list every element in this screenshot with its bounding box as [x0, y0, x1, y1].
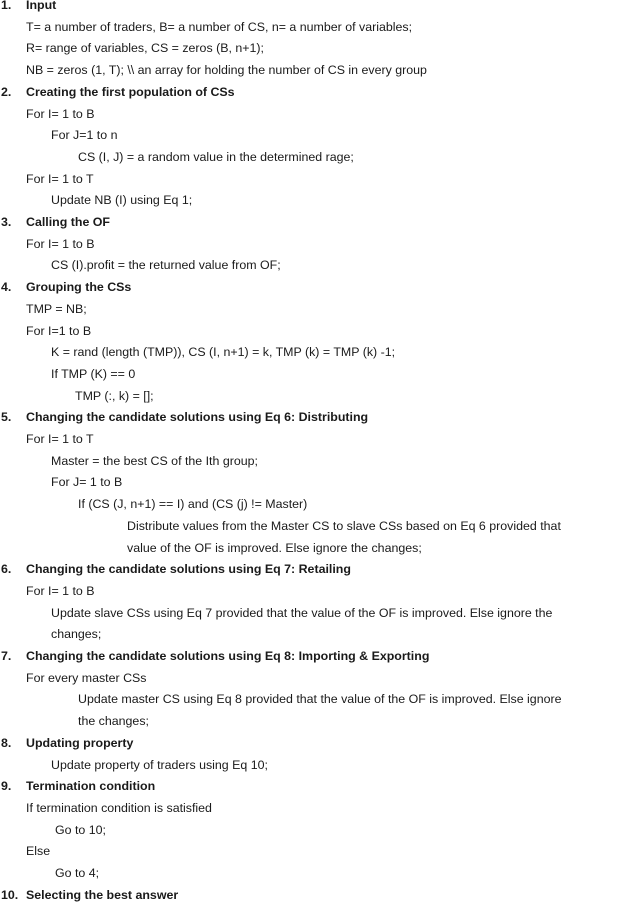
code-line: For I= 1 to B [26, 236, 95, 251]
code-line: TMP (:, k) = []; [75, 388, 154, 403]
code-line: Go to 10; [55, 822, 106, 837]
code-line: Go to 4; [55, 866, 100, 880]
code-line: R= range of variables, CS = zeros (B, n+1); [26, 41, 264, 56]
code-line: For every master CSs [26, 670, 147, 685]
code-line: CS (I).profit = the returned value from OF; [51, 258, 281, 273]
step-heading: Input [26, 0, 57, 12]
step-heading: Changing the candidate solutions using Eq 6: Distributing [26, 410, 369, 425]
code-line: Update property of traders using Eq 10; [51, 757, 268, 772]
step-heading: Selecting the best answer [26, 887, 179, 902]
code-line: Master = the best CS of the Ith group; [51, 453, 258, 468]
step-number: 10. [1, 887, 19, 902]
step-number: 4. [1, 280, 12, 295]
step-heading: Grouping the CSs [26, 280, 132, 295]
code-line: Update master CS using Eq 8 provided that the value of the OF is improved. Else ignore [78, 692, 562, 707]
code-line: For I= 1 to T [26, 432, 94, 446]
code-line: Update NB (I) using Eq 1; [51, 193, 193, 208]
code-line: For I= 1 to B [26, 583, 95, 598]
step-heading: Creating the first population of CSs [26, 84, 235, 99]
code-line: changes; [51, 627, 102, 642]
code-line: NB = zeros (1, T); \\ an array for holding the number of CS in every group [26, 63, 427, 78]
step-heading: Calling the OF [26, 215, 110, 229]
code-line: T= a number of traders, B= a number of CS, n= a number of variables; [26, 19, 413, 34]
code-line: If termination condition is satisfied [26, 800, 212, 815]
code-line: For J= 1 to B [51, 475, 123, 490]
code-line: For I=1 to B [26, 323, 92, 338]
code-line: the changes; [78, 714, 149, 729]
step-heading: Changing the candidate solutions using Eq 8: Importing & Exporting [26, 649, 430, 663]
code-line: If TMP (K) == 0 [51, 366, 136, 381]
code-line: TMP = NB; [26, 301, 87, 316]
step-heading: Updating property [26, 735, 134, 750]
step-number: 9. [1, 779, 12, 794]
code-line: Update slave CSs using Eq 7 provided that the value of the OF is improved. Else ignore the [51, 605, 553, 620]
code-line: value of the OF is improved. Else ignore the changes; [127, 540, 422, 555]
code-line: For J=1 to n [51, 128, 118, 143]
step-heading: Changing the candidate solutions using Eq 7: Retailing [26, 562, 351, 577]
code-line: K = rand (length (TMP)), CS (I, n+1) = k, TMP (k) = TMP (k) -1; [51, 345, 396, 360]
code-line: For I= 1 to B [26, 106, 95, 121]
code-line: For I= 1 to T [26, 171, 94, 186]
step-number: 5. [1, 410, 12, 425]
step-number: 2. [1, 84, 12, 99]
code-line: CS (I, J) = a random value in the determined rage; [78, 149, 354, 164]
step-number: 1. [1, 0, 12, 12]
code-line: Else [26, 844, 51, 859]
code-line: If (CS (J, n+1) == I) and (CS (j) != Master) [78, 497, 308, 512]
step-number: 6. [1, 562, 12, 577]
code-line: Distribute values from the Master CS to slave CSs based on Eq 6 provided that [127, 518, 561, 533]
step-heading: Termination condition [26, 779, 156, 794]
step-number: 3. [1, 215, 12, 229]
step-number: 7. [1, 649, 12, 663]
step-number: 8. [1, 735, 12, 750]
